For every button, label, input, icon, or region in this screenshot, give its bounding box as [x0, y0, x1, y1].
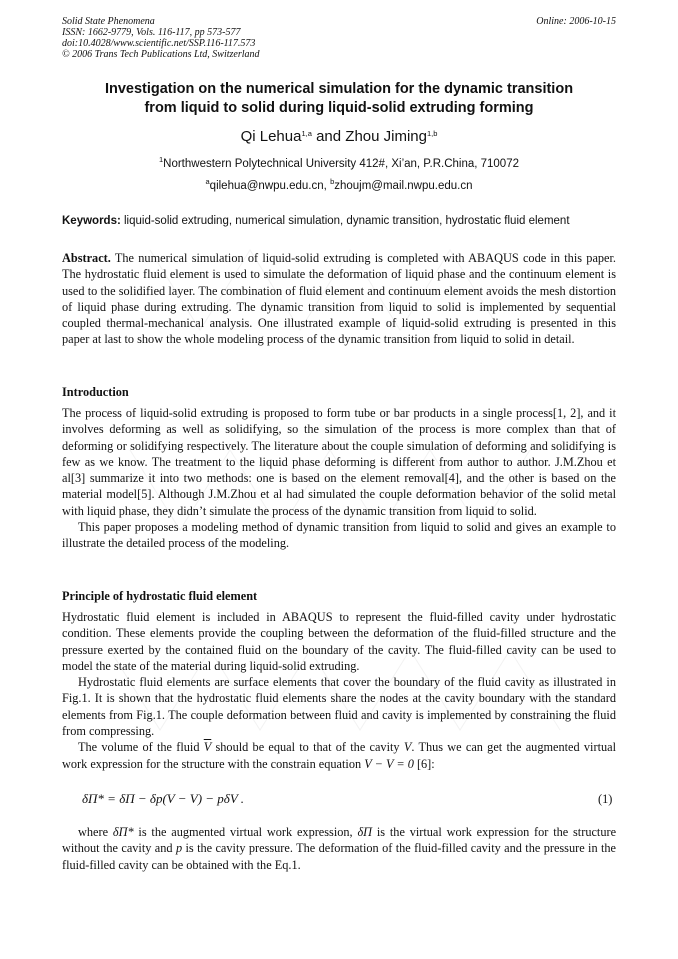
p3-text-d: [6]:	[416, 756, 435, 771]
journal-name: Solid State Phenomena	[62, 16, 155, 27]
after-text-3: is the cavity pressure. The deformation of the fluid-filled cavity and the pressure in the fluid-filled cavity can be obtained with the Eq.1.	[62, 841, 617, 872]
abstract-label: Abstract.	[62, 251, 111, 265]
email-a-sup: a	[205, 177, 210, 186]
journal-header	[62, 16, 616, 60]
principle-paragraph-2: Hydrostatic fluid elements are surface elements that cover the boundary of the fluid cavity as illustrated in Fig.1. It is shown that the hydrostatic fluid elements share the nodes at the cavity boundary with the standard elements from Fig.1. The couple deformation between fluid and cavity is implemented by constraining the fluid from compressing.	[62, 675, 616, 739]
after-text-2: is the virtual work expression for the structure without the cavity and	[62, 825, 617, 856]
email-list	[62, 179, 616, 194]
principle-paragraph-3	[62, 739, 616, 772]
paper-title	[62, 80, 616, 118]
affiliation-sup: 1	[158, 155, 164, 164]
author-1: Qi Lehua	[240, 128, 302, 145]
p3-text-b: should be equal to that of the cavity	[215, 740, 400, 755]
p3-constraint-equation: V − V = 0	[364, 756, 414, 771]
principle-heading: Principle of hydrostatic fluid element	[62, 589, 258, 603]
title-line-2: from liquid to solid during liquid-solid extruding forming	[144, 100, 534, 116]
affiliation-text: Northwestern Polytechnical University 412#, Xi’an, P.R.China, 710072	[163, 158, 519, 170]
after-symbol-2: δΠ	[357, 825, 373, 839]
doi-line: doi:10.4028/www.scientific.net/SSP.116-117.573	[62, 38, 256, 49]
keywords	[62, 214, 616, 228]
title-line-1: Investigation on the numerical simulation for the dynamic transition	[104, 81, 574, 97]
email-b[interactable]: zhoujm@mail.nwpu.edu.cn	[334, 180, 473, 192]
principle-paragraph-1: Hydrostatic fluid element is included in ABAQUS to represent the fluid-filled cavity under hydrostatic condition. These elements provide the coupling between the deformation of the fluid-filled structure and the pressure exerted by the contained fluid on the boundary of the cavity. The fluid-filled cavity can be used to model the state of the material during liquid-solid extruding.	[62, 610, 616, 673]
email-b-sup: b	[330, 177, 335, 186]
after-text-1: is the augmented virtual work expression,	[138, 825, 353, 839]
introduction-paragraph-2: This paper proposes a modeling method of dynamic transition from liquid to solid and gives an example to illustrate the detailed process of the modeling.	[62, 520, 616, 551]
email-a[interactable]: qilehua@nwpu.edu.cn,	[209, 180, 327, 192]
author-list	[62, 128, 616, 148]
issn-line: ISSN: 1662-9779, Vols. 116-117, pp 573-577	[62, 27, 241, 38]
after-symbol-1: δΠ*	[112, 825, 134, 839]
keywords-label: Keywords:	[62, 215, 121, 227]
affiliation	[62, 157, 616, 172]
abstract-text: The numerical simulation of liquid-solid extruding is completed with ABAQUS code in this paper. The hydrostatic fluid element is used to simulate the deformation of liquid phase and the continuum element is used to the solidified layer. The combination of fluid element and continuum element avoids the mesh distortion of liquid phase during extruding. The dynamic transition from liquid to solid is implemented by sequential coupled thermal-mechanical analysis. One illustrated example of liquid-solid extruding is presented in this paper at last to show the whole modeling process of the dynamic transition from liquid to solid in detail.	[62, 251, 616, 347]
keywords-text: liquid-solid extruding, numerical simulation, dynamic transition, hydrostatic fluid element	[124, 215, 570, 227]
author-1-sup: 1,a	[301, 129, 312, 138]
introduction-paragraph-1: The process of liquid-solid extruding is proposed to form tube or bar products in a single process[1, 2], and it involves deforming as well as solidifying, so the simulation of the process is more complex than that of deforming or solidifying respectively. The literature about the couple simulation of deforming and solidifying is few as we know. The treatment to the liquid phase deforming is different from author to author. J.M.Zhou et al[3] summarize it into two methods: one is based on the element removal[4], and the other is based on the material model[5]. Although J.M.Zhou et al had simulated the couple deformation behavior of the solid metal with liquid phase, they didn’t simulate the process of the dynamic transition from liquid to solid.	[62, 406, 616, 518]
author-2-sup: 1,b	[426, 129, 438, 138]
author-and: and	[316, 128, 342, 145]
introduction-heading: Introduction	[62, 385, 129, 399]
after-where: where	[78, 825, 109, 839]
p3-v: V	[403, 740, 412, 755]
online-date: Online: 2006-10-15	[536, 16, 616, 27]
principle-body	[62, 609, 616, 772]
introduction-body	[62, 405, 616, 552]
abstract	[62, 250, 616, 348]
equation-explanation	[62, 824, 616, 873]
p3-text-a: The volume of the fluid	[78, 740, 200, 755]
p3-vbar: $\overline{V}$	[203, 740, 212, 755]
author-2: Zhou Jiming	[345, 128, 427, 145]
equation-1-number: (1)	[598, 792, 613, 806]
equation-1: δΠ* = δΠ − δp(V − V) − pδV .	[82, 791, 245, 806]
after-symbol-3: p	[175, 841, 183, 856]
p3-text-c: . Thus we can get the augmented virtual work expression for the structure with the constrain equation	[62, 740, 617, 771]
copyright-line: © 2006 Trans Tech Publications Ltd, Switzerland	[62, 49, 260, 60]
